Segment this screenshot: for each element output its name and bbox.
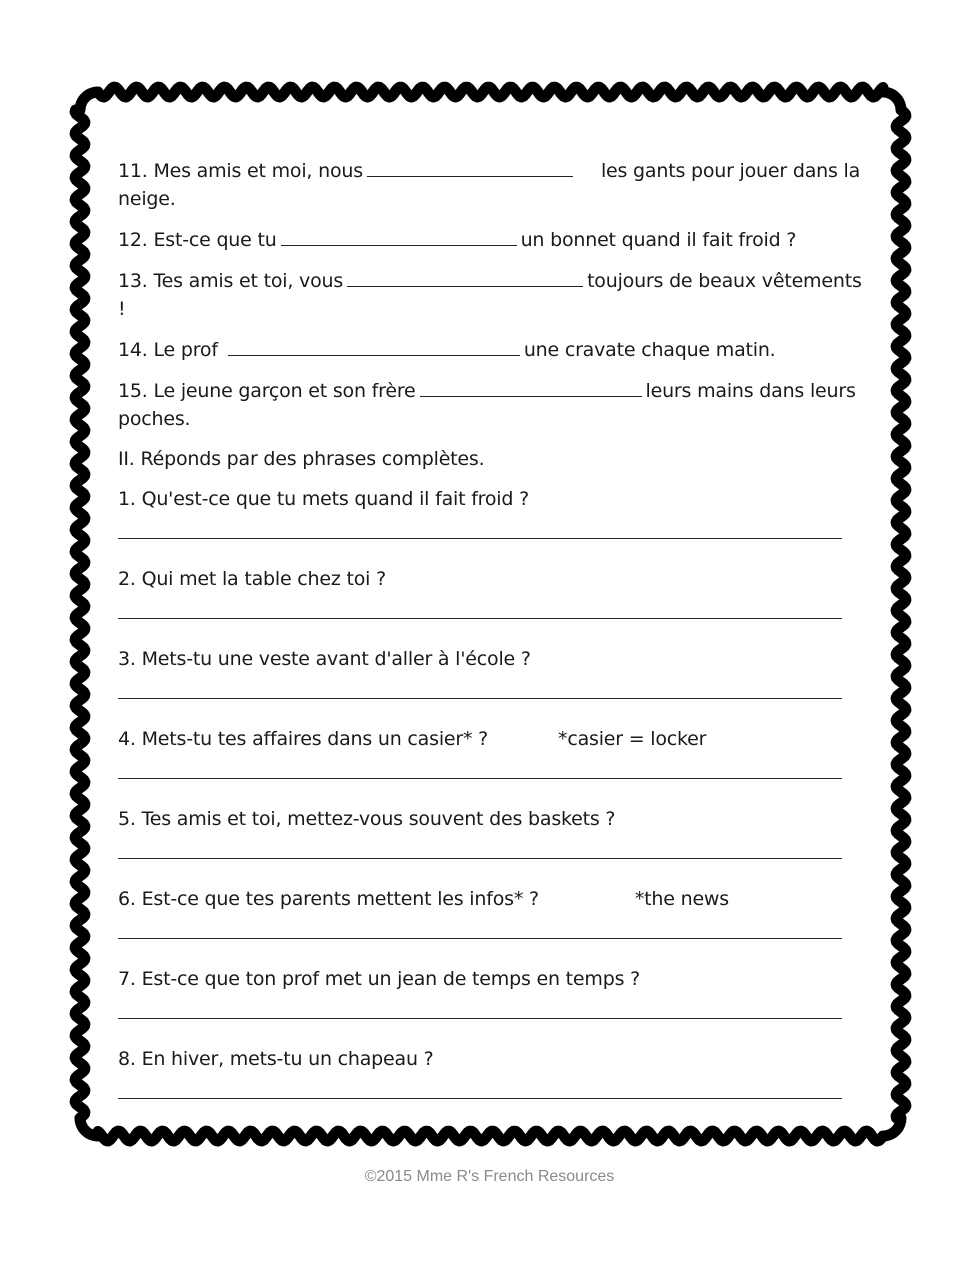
fill-in-item-13: 13. Tes amis et toi, vous toujours de beaux vêtements ! [118, 266, 868, 323]
fill-in-item-11: 11. Mes amis et moi, nous les gants pour jouer dans la neige. [118, 156, 868, 213]
answer-line[interactable] [118, 1098, 842, 1099]
footnote: *casier = locker [558, 728, 707, 750]
worksheet-content [118, 156, 868, 1125]
answer-blank[interactable] [420, 376, 642, 397]
answer-blank[interactable] [228, 335, 520, 356]
answer-line[interactable] [118, 938, 842, 939]
fill-in-item-15: 15. Le jeune garçon et son frère leurs mains dans leurs poches. [118, 376, 868, 433]
copyright-footer: ©2015 Mme R's French Resources [364, 1168, 615, 1185]
fill-in-item-14: 14. Le prof une cravate chaque matin. [118, 335, 868, 364]
question-3: 3. Mets-tu une veste avant d'aller à l'école ? [118, 648, 531, 670]
answer-line[interactable] [118, 1018, 842, 1019]
question-7: 7. Est-ce que ton prof met un jean de temps en temps ? [118, 968, 640, 990]
answer-blank[interactable] [281, 225, 517, 246]
question-4: 4. Mets-tu tes affaires dans un casier* ? *casier = locker [118, 728, 707, 750]
footnote: *the news [634, 888, 729, 910]
fill-in-item-12: 12. Est-ce que tu un bonnet quand il fait froid ? [118, 225, 868, 254]
question-1: 1. Qu'est-ce que tu mets quand il fait froid ? [118, 488, 529, 510]
answer-line[interactable] [118, 698, 842, 699]
section-title: II. Réponds par des phrases complètes. [118, 448, 485, 470]
question-6: 6. Est-ce que tes parents mettent les infos* ? *the news [118, 888, 729, 910]
fill-in-section [118, 156, 868, 433]
answer-line[interactable] [118, 778, 842, 779]
answer-line[interactable] [118, 858, 842, 859]
answer-line[interactable] [118, 538, 842, 539]
answer-line[interactable] [118, 618, 842, 619]
question-8: 8. En hiver, mets-tu un chapeau ? [118, 1048, 434, 1070]
answer-blank[interactable] [367, 156, 573, 177]
question-2: 2. Qui met la table chez toi ? [118, 568, 386, 590]
answer-blank[interactable] [347, 266, 583, 287]
questions-list [118, 485, 868, 1099]
question-5: 5. Tes amis et toi, mettez-vous souvent des baskets ? [118, 808, 616, 830]
